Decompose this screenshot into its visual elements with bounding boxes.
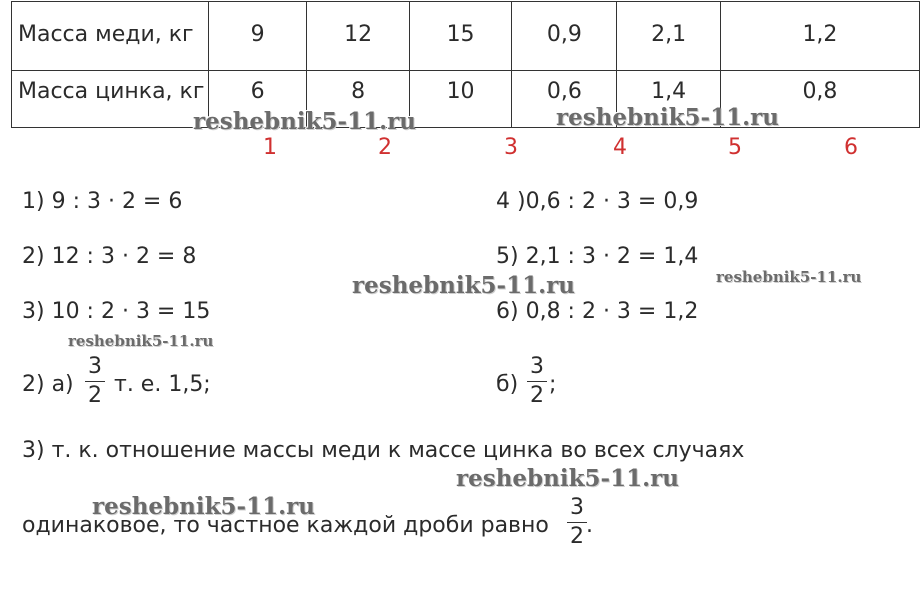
fraction: 3 2 <box>567 496 587 549</box>
solution-line: 2) 12 : 3 · 2 = 8 <box>22 244 197 269</box>
table-cell: 6 <box>208 71 307 128</box>
part2-b-suffix: ; <box>549 372 557 397</box>
watermark: reshebnik5-11.ru <box>68 332 214 350</box>
solution-line: 5) 2,1 : 3 · 2 = 1,4 <box>496 244 699 269</box>
column-number: 6 <box>844 135 858 160</box>
solution-line: 4 )0,6 : 2 · 3 = 0,9 <box>496 189 699 214</box>
table-row <box>12 2 920 71</box>
solution-line: 6) 0,8 : 2 · 3 = 1,2 <box>496 299 699 324</box>
table-cell: 12 <box>307 2 409 71</box>
watermark: reshebnik5-11.ru <box>352 272 575 299</box>
table-cell: 8 <box>307 71 409 128</box>
row-header-copper: Масса меди, кг <box>12 2 209 71</box>
column-number: 4 <box>613 135 627 160</box>
watermark: reshebnik5-11.ru <box>456 465 679 492</box>
part3-suffix: . <box>586 513 593 538</box>
table-cell: 2,1 <box>617 2 720 71</box>
watermark: reshebnik5-11.ru <box>556 104 779 131</box>
part2-a-prefix: 2) а) <box>22 372 74 397</box>
watermark: reshebnik5-11.ru <box>193 108 416 135</box>
table-cell: 1,4 <box>617 71 720 128</box>
part2-b-prefix: б) <box>496 372 519 397</box>
solution-line: 3) 10 : 2 · 3 = 15 <box>22 299 211 324</box>
table-row <box>12 71 920 128</box>
table-cell: 1,2 <box>720 2 919 71</box>
table-cell: 0,8 <box>720 71 919 128</box>
table-cell: 10 <box>409 71 511 128</box>
data-table <box>11 1 920 128</box>
table-cell: 0,9 <box>512 2 617 71</box>
fraction: 3 2 <box>527 355 547 408</box>
column-number: 2 <box>378 135 392 160</box>
row-header-zinc: Масса цинка, кг <box>12 71 209 128</box>
table-cell: 9 <box>208 2 307 71</box>
solution-line: 1) 9 : 3 · 2 = 6 <box>22 189 183 214</box>
table-cell: 15 <box>409 2 511 71</box>
column-number: 1 <box>263 135 277 160</box>
fraction: 3 2 <box>85 355 105 408</box>
part3-line1: 3) т. к. отношение массы меди к массе цинка во всех случаях <box>22 438 745 463</box>
watermark: reshebnik5-11.ru <box>92 493 315 520</box>
watermark: reshebnik5-11.ru <box>716 268 862 286</box>
part2-a-suffix: т. е. 1,5; <box>114 372 211 397</box>
part3-line2: одинаковое, то частное каждой дроби равно <box>22 513 549 538</box>
column-number: 5 <box>728 135 742 160</box>
table-cell: 0,6 <box>512 71 617 128</box>
column-number: 3 <box>504 135 518 160</box>
